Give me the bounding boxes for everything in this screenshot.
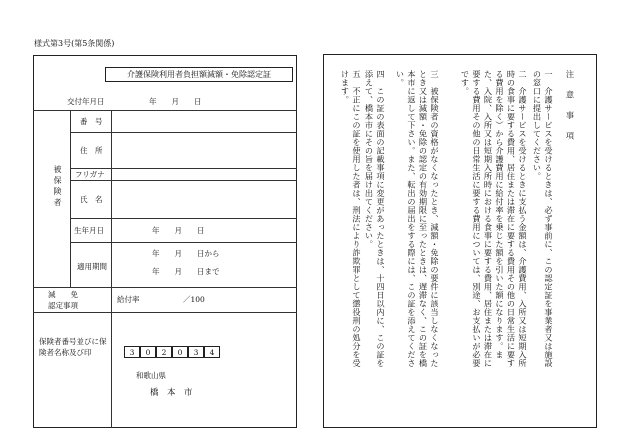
insurer-digit: 3	[188, 346, 204, 358]
dob-value: 年 月 日	[152, 226, 205, 235]
name-label: 氏 名	[80, 195, 103, 204]
insurer-digit: 4	[204, 346, 220, 358]
address-label: 住 所	[80, 146, 103, 155]
insurer-digit: 3	[124, 346, 140, 358]
note-item: 四 この証の表面の記載事項に変更があったときは、十四日以内に、この証を添えて、橋本市にその旨を届け出てください。	[364, 70, 386, 368]
note-item: 三 被保険者の資格がなくなったとき、減額・免除の要件に該当しなくなったとき又は減額・免除の認定の有効期限に至ったときは、遅滞なく、この証を橋本市に返して下さい。また、転出の届出をする際には、この証を添えてください。	[395, 70, 440, 368]
insurer-label: 保険者番号並びに保険者名称及び印	[39, 337, 107, 357]
city-name: 橋 本 市	[150, 388, 193, 398]
insurer-digit: 2	[156, 346, 172, 358]
issue-date-label: 交付年月日	[67, 97, 105, 106]
note-item: 二 介護サービスを受けるときに支払う金額は、介護費用、入所又は短期入所時の食事に要する費用、居住または滞在に要する費用その他の日常生活に要する費用を除く）から介護費用に給付率を乗じた額を引いた額になります。また、入院、入所又は短期入所時における食事に要する費用、居住または滞在に要する費用その他の日常生活に要する費用については、別途、お支払いが必要です。	[460, 70, 528, 368]
number-label: 番 号	[80, 117, 103, 126]
insurer-digit: 0	[172, 346, 188, 358]
insured-person-label: 被保険者	[53, 165, 62, 209]
furigana-label: フリガナ	[75, 170, 105, 179]
benefit-rate-label: 給付率	[117, 295, 140, 304]
period-from: 年 月 日から	[152, 249, 220, 258]
dob-label: 生年月日	[74, 226, 104, 235]
prefecture-name: 和歌山県	[136, 371, 166, 380]
certificate-title: 介護保険利用者負担額減額・免除認定証	[105, 67, 293, 82]
note-item: 一 介護サービスを受けるときは、必ず事前に、この認定証を事業者又は施設の窓口に提出してください。	[532, 70, 554, 368]
insurer-digit: 0	[140, 346, 156, 358]
issue-date-value: 年 月 日	[149, 97, 202, 106]
note-item: 五 不正にこの証を使用した者は、刑法により詐欺罪として懲役刑の処分を受けます。	[340, 70, 362, 368]
period-to: 年 月 日まで	[152, 267, 220, 276]
period-label: 適用期間	[77, 262, 107, 271]
benefit-rate-value: ／100	[183, 295, 205, 304]
reduction-label: 減 免 認定事項	[48, 290, 78, 310]
form-number-label: 様式第3号(第5条関係)	[34, 39, 115, 48]
notes-heading: 注 意 事 項	[565, 70, 576, 142]
